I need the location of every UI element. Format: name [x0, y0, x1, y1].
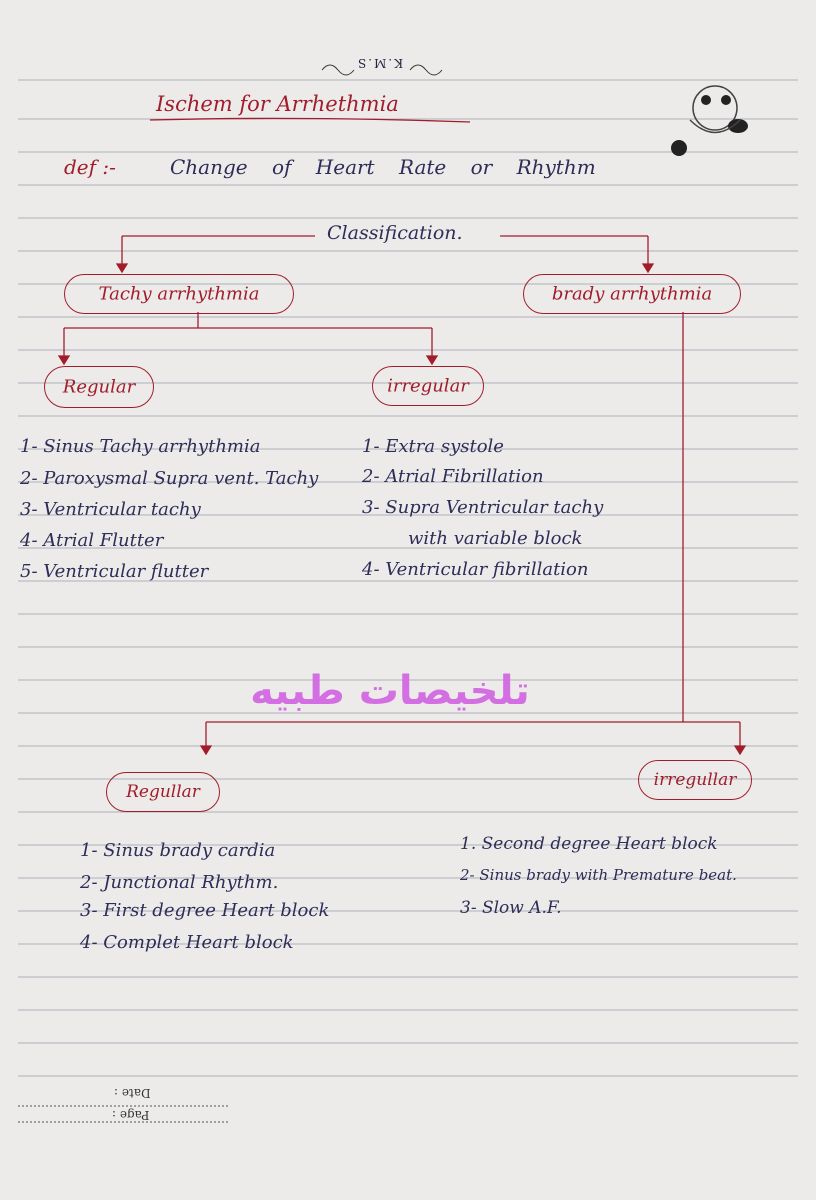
- tachy-irregular-box: [372, 366, 484, 406]
- brady-regular-item: 4- Complet Heart block: [80, 932, 294, 953]
- tachy-irregular-item: 2- Atrial Fibrillation: [362, 466, 544, 487]
- brady-irregular-item: 2- Sinus brady with Premature beat.: [460, 866, 737, 884]
- brady-regular-item: 3- First degree Heart block: [80, 900, 330, 921]
- tachy-regular-item: 1- Sinus Tachy arrhythmia: [20, 436, 261, 457]
- tachy-regular-item: 3- Ventricular tachy: [20, 499, 201, 520]
- tachy-irregular-item: with variable block: [408, 528, 583, 549]
- definition-label: def :-: [64, 155, 116, 179]
- brady-irregular-item: 1. Second degree Heart block: [460, 834, 718, 854]
- tachy-arrhythmia-label: Tachy arrhythmia: [98, 283, 260, 305]
- brady-irregular-box: [638, 760, 752, 800]
- brady-arrhythmia-box: [523, 274, 741, 314]
- page-label: Page :: [112, 1108, 150, 1122]
- definition-text: Change of Heart Rate or Rhythm: [170, 155, 596, 179]
- brady-regular-item: 2- Junctional Rhythm.: [80, 872, 279, 893]
- brady-irregular-label: irregullar: [653, 770, 737, 790]
- brady-regular-item: 1- Sinus brady cardia: [80, 840, 276, 861]
- brady-regular-box: [106, 772, 220, 812]
- tachy-regular-box: [44, 366, 154, 408]
- tachy-arrhythmia-box: [64, 274, 294, 314]
- brady-arrhythmia-label: brady arrhythmia: [551, 283, 713, 305]
- page-title: Ischem for Arrhethmia: [156, 92, 399, 116]
- brady-regular-label: Regullar: [126, 782, 200, 802]
- header-brand: K.M.S: [356, 56, 404, 70]
- tachy-irregular-item: 1- Extra systole: [362, 436, 504, 457]
- tachy-regular-item: 5- Ventricular flutter: [20, 561, 209, 582]
- tachy-irregular-item: 3- Supra Ventricular tachy: [362, 497, 604, 518]
- classification-heading: Classification.: [327, 222, 463, 244]
- tachy-irregular-label: irregular: [387, 375, 469, 397]
- date-label: Date :: [114, 1086, 151, 1100]
- tachy-regular-item: 2- Paroxysmal Supra vent. Tachy: [20, 468, 319, 489]
- brady-irregular-item: 3- Slow A.F.: [460, 898, 562, 918]
- watermark: تلخيصات طبيه: [250, 668, 530, 714]
- tachy-regular-item: 4- Atrial Flutter: [20, 530, 164, 551]
- cartoon-doodle: [671, 86, 748, 156]
- tachy-regular-label: Regular: [62, 376, 136, 398]
- tachy-irregular-item: 4- Ventricular fibrillation: [362, 559, 589, 580]
